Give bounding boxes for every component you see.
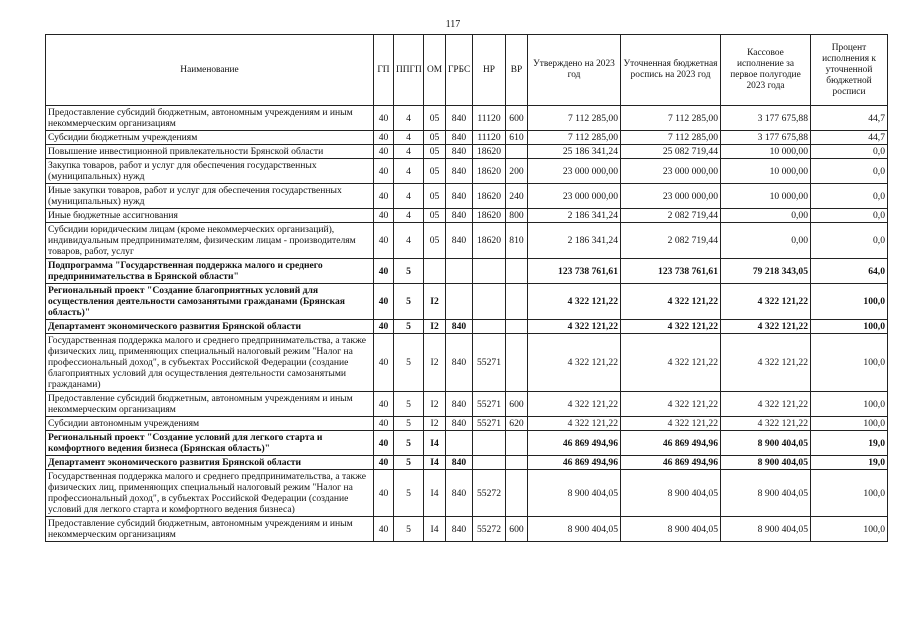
cell-ppgp: 5 <box>394 470 424 517</box>
cell-gp: 40 <box>374 259 394 284</box>
cell-cash: 10 000,00 <box>721 159 811 184</box>
header-nr: НР <box>473 35 506 106</box>
cell-vr <box>506 334 528 392</box>
header-refined: Уточненная бюджетная роспись на 2023 год <box>621 35 721 106</box>
cell-approved: 46 869 494,96 <box>528 456 621 470</box>
cell-percent: 19,0 <box>811 456 888 470</box>
cell-nr: 18620 <box>473 223 506 259</box>
cell-om: 05 <box>424 209 446 223</box>
cell-approved: 7 112 285,00 <box>528 131 621 145</box>
cell-refined: 8 900 404,05 <box>621 517 721 542</box>
cell-refined: 7 112 285,00 <box>621 131 721 145</box>
cell-grbs: 840 <box>446 417 473 431</box>
cell-cash: 3 177 675,88 <box>721 106 811 131</box>
cell-gp: 40 <box>374 456 394 470</box>
cell-name: Региональный проект "Создание благоприятных условий для осуществления деятельности самозанятыми гражданами (Брянская область)" <box>46 284 374 320</box>
cell-ppgp: 5 <box>394 284 424 320</box>
cell-nr: 18620 <box>473 184 506 209</box>
cell-percent: 64,0 <box>811 259 888 284</box>
cell-cash: 3 177 675,88 <box>721 131 811 145</box>
header-ppgp: ППГП <box>394 35 424 106</box>
cell-vr: 200 <box>506 159 528 184</box>
table-row <box>46 223 888 259</box>
cell-gp: 40 <box>374 431 394 456</box>
cell-grbs <box>446 431 473 456</box>
cell-om: I4 <box>424 431 446 456</box>
cell-cash: 10 000,00 <box>721 145 811 159</box>
table-row <box>46 184 888 209</box>
header-approved: Утверждено на 2023 год <box>528 35 621 106</box>
cell-name: Субсидии бюджетным учреждениям <box>46 131 374 145</box>
cell-om: I2 <box>424 417 446 431</box>
cell-ppgp: 4 <box>394 131 424 145</box>
cell-approved: 46 869 494,96 <box>528 431 621 456</box>
page-number: 117 <box>445 19 461 30</box>
cell-refined: 4 322 121,22 <box>621 334 721 392</box>
cell-nr: 55272 <box>473 517 506 542</box>
cell-cash: 0,00 <box>721 209 811 223</box>
cell-vr <box>506 456 528 470</box>
table-row <box>46 145 888 159</box>
cell-approved: 4 322 121,22 <box>528 392 621 417</box>
cell-nr: 55271 <box>473 417 506 431</box>
cell-om: I2 <box>424 320 446 334</box>
cell-name: Предоставление субсидий бюджетным, автономным учреждениям и иным некоммерческим организациям <box>46 106 374 131</box>
cell-refined: 2 082 719,44 <box>621 209 721 223</box>
cell-refined: 8 900 404,05 <box>621 470 721 517</box>
cell-gp: 40 <box>374 145 394 159</box>
cell-ppgp: 5 <box>394 334 424 392</box>
cell-om: I4 <box>424 456 446 470</box>
cell-vr: 610 <box>506 131 528 145</box>
cell-approved: 4 322 121,22 <box>528 417 621 431</box>
cell-gp: 40 <box>374 284 394 320</box>
cell-vr: 600 <box>506 392 528 417</box>
cell-refined: 23 000 000,00 <box>621 184 721 209</box>
cell-cash: 0,00 <box>721 223 811 259</box>
cell-nr <box>473 259 506 284</box>
cell-approved: 8 900 404,05 <box>528 517 621 542</box>
cell-approved: 7 112 285,00 <box>528 106 621 131</box>
budget-table <box>45 34 888 542</box>
cell-om: 05 <box>424 184 446 209</box>
cell-nr: 55271 <box>473 392 506 417</box>
cell-cash: 4 322 121,22 <box>721 417 811 431</box>
table-row <box>46 320 888 334</box>
cell-gp: 40 <box>374 392 394 417</box>
cell-name: Государственная поддержка малого и среднего предпринимательства, а также физических лиц, применяющих специальный налоговый режим "Налог на профессиональный доход", в субъектах Российской Федерации (создание благоприятных условий для осуществления деятельности самозанятыми гражданами) <box>46 334 374 392</box>
cell-percent: 100,0 <box>811 284 888 320</box>
table-row <box>46 106 888 131</box>
cell-grbs: 840 <box>446 392 473 417</box>
cell-ppgp: 4 <box>394 145 424 159</box>
cell-name: Иные закупки товаров, работ и услуг для обеспечения государственных (муниципальных) нужд <box>46 184 374 209</box>
cell-percent: 100,0 <box>811 470 888 517</box>
table-row <box>46 284 888 320</box>
cell-vr: 600 <box>506 517 528 542</box>
table-row <box>46 392 888 417</box>
cell-grbs: 840 <box>446 334 473 392</box>
cell-ppgp: 5 <box>394 392 424 417</box>
cell-approved: 23 000 000,00 <box>528 184 621 209</box>
cell-nr: 11120 <box>473 106 506 131</box>
cell-approved: 23 000 000,00 <box>528 159 621 184</box>
cell-percent: 19,0 <box>811 431 888 456</box>
cell-name: Закупка товаров, работ и услуг для обеспечения государственных (муниципальных) нужд <box>46 159 374 184</box>
cell-om: I4 <box>424 470 446 517</box>
cell-name: Подпрограмма "Государственная поддержка малого и среднего предпринимательства в Брянской области" <box>46 259 374 284</box>
table-row <box>46 259 888 284</box>
cell-percent: 0,0 <box>811 184 888 209</box>
cell-ppgp: 5 <box>394 456 424 470</box>
cell-grbs <box>446 284 473 320</box>
cell-cash: 4 322 121,22 <box>721 392 811 417</box>
cell-nr: 55271 <box>473 334 506 392</box>
cell-percent: 100,0 <box>811 392 888 417</box>
table-row <box>46 209 888 223</box>
cell-nr <box>473 431 506 456</box>
cell-percent: 100,0 <box>811 334 888 392</box>
cell-ppgp: 5 <box>394 259 424 284</box>
cell-name: Повышение инвестиционной привлекательности Брянской области <box>46 145 374 159</box>
cell-grbs <box>446 259 473 284</box>
cell-grbs: 840 <box>446 456 473 470</box>
cell-grbs: 840 <box>446 223 473 259</box>
table-row <box>46 417 888 431</box>
cell-percent: 44,7 <box>811 106 888 131</box>
cell-percent: 0,0 <box>811 145 888 159</box>
cell-refined: 46 869 494,96 <box>621 456 721 470</box>
cell-ppgp: 5 <box>394 431 424 456</box>
cell-vr: 240 <box>506 184 528 209</box>
cell-refined: 4 322 121,22 <box>621 284 721 320</box>
header-grbs: ГРБС <box>446 35 473 106</box>
cell-vr: 810 <box>506 223 528 259</box>
cell-nr: 18620 <box>473 209 506 223</box>
cell-approved: 4 322 121,22 <box>528 320 621 334</box>
cell-vr: 600 <box>506 106 528 131</box>
cell-vr <box>506 431 528 456</box>
cell-grbs: 840 <box>446 320 473 334</box>
cell-om: I2 <box>424 334 446 392</box>
cell-gp: 40 <box>374 470 394 517</box>
cell-grbs: 840 <box>446 145 473 159</box>
cell-om: 05 <box>424 106 446 131</box>
cell-gp: 40 <box>374 417 394 431</box>
cell-grbs: 840 <box>446 184 473 209</box>
cell-approved: 4 322 121,22 <box>528 284 621 320</box>
cell-vr <box>506 284 528 320</box>
table-row <box>46 131 888 145</box>
header-name: Наименование <box>46 35 374 106</box>
cell-vr <box>506 259 528 284</box>
cell-ppgp: 5 <box>394 417 424 431</box>
cell-ppgp: 5 <box>394 320 424 334</box>
cell-om: 05 <box>424 159 446 184</box>
cell-name: Государственная поддержка малого и среднего предпринимательства, а также физических лиц, применяющих специальный налоговый режим "Налог на профессиональный доход", в субъектах Российской Федерации (создание условий для легкого старта и комфортного ведения бизнеса) <box>46 470 374 517</box>
cell-refined: 2 082 719,44 <box>621 223 721 259</box>
cell-approved: 25 186 341,24 <box>528 145 621 159</box>
table-row <box>46 470 888 517</box>
header-om: ОМ <box>424 35 446 106</box>
cell-gp: 40 <box>374 320 394 334</box>
cell-name: Субсидии автономным учреждениям <box>46 417 374 431</box>
cell-vr <box>506 470 528 517</box>
cell-om: I4 <box>424 517 446 542</box>
cell-refined: 123 738 761,61 <box>621 259 721 284</box>
cell-refined: 25 082 719,44 <box>621 145 721 159</box>
cell-refined: 4 322 121,22 <box>621 392 721 417</box>
cell-vr: 620 <box>506 417 528 431</box>
cell-percent: 100,0 <box>811 517 888 542</box>
cell-grbs: 840 <box>446 106 473 131</box>
cell-vr <box>506 145 528 159</box>
cell-refined: 23 000 000,00 <box>621 159 721 184</box>
cell-gp: 40 <box>374 184 394 209</box>
cell-approved: 2 186 341,24 <box>528 209 621 223</box>
cell-vr: 800 <box>506 209 528 223</box>
cell-cash: 4 322 121,22 <box>721 334 811 392</box>
cell-vr <box>506 320 528 334</box>
cell-cash: 8 900 404,05 <box>721 456 811 470</box>
cell-grbs: 840 <box>446 159 473 184</box>
cell-om: I2 <box>424 392 446 417</box>
cell-name: Предоставление субсидий бюджетным, автономным учреждениям и иным некоммерческим организациям <box>46 392 374 417</box>
cell-nr <box>473 284 506 320</box>
cell-ppgp: 4 <box>394 184 424 209</box>
cell-nr: 55272 <box>473 470 506 517</box>
cell-percent: 44,7 <box>811 131 888 145</box>
cell-om: 05 <box>424 131 446 145</box>
cell-gp: 40 <box>374 106 394 131</box>
cell-om: 05 <box>424 223 446 259</box>
cell-gp: 40 <box>374 517 394 542</box>
cell-approved: 4 322 121,22 <box>528 334 621 392</box>
header-row <box>46 35 888 106</box>
cell-name: Предоставление субсидий бюджетным, автономным учреждениям и иным некоммерческим организациям <box>46 517 374 542</box>
cell-grbs: 840 <box>446 131 473 145</box>
cell-name: Департамент экономического развития Брянской области <box>46 320 374 334</box>
cell-refined: 4 322 121,22 <box>621 417 721 431</box>
cell-ppgp: 4 <box>394 106 424 131</box>
table-row <box>46 517 888 542</box>
cell-gp: 40 <box>374 334 394 392</box>
cell-ppgp: 5 <box>394 517 424 542</box>
cell-om: 05 <box>424 145 446 159</box>
table-row <box>46 456 888 470</box>
cell-refined: 7 112 285,00 <box>621 106 721 131</box>
cell-name: Субсидии юридическим лицам (кроме некоммерческих организаций), индивидуальным предпринимателям, физическим лицам - производителям товаров, работ, услуг <box>46 223 374 259</box>
cell-ppgp: 4 <box>394 223 424 259</box>
cell-grbs: 840 <box>446 209 473 223</box>
cell-cash: 8 900 404,05 <box>721 470 811 517</box>
cell-nr: 11120 <box>473 131 506 145</box>
cell-percent: 0,0 <box>811 223 888 259</box>
cell-om: I2 <box>424 284 446 320</box>
cell-cash: 8 900 404,05 <box>721 431 811 456</box>
cell-gp: 40 <box>374 159 394 184</box>
cell-refined: 46 869 494,96 <box>621 431 721 456</box>
cell-ppgp: 4 <box>394 159 424 184</box>
cell-cash: 10 000,00 <box>721 184 811 209</box>
cell-nr <box>473 456 506 470</box>
header-vr: ВР <box>506 35 528 106</box>
cell-percent: 100,0 <box>811 417 888 431</box>
cell-percent: 0,0 <box>811 209 888 223</box>
cell-approved: 2 186 341,24 <box>528 223 621 259</box>
cell-grbs: 840 <box>446 470 473 517</box>
header-gp: ГП <box>374 35 394 106</box>
cell-nr <box>473 320 506 334</box>
header-percent: Процент исполнения к уточненной бюджетной росписи <box>811 35 888 106</box>
cell-percent: 0,0 <box>811 159 888 184</box>
cell-cash: 4 322 121,22 <box>721 284 811 320</box>
table-row <box>46 159 888 184</box>
cell-gp: 40 <box>374 209 394 223</box>
cell-name: Департамент экономического развития Брянской области <box>46 456 374 470</box>
cell-gp: 40 <box>374 131 394 145</box>
cell-cash: 79 218 343,05 <box>721 259 811 284</box>
cell-refined: 4 322 121,22 <box>621 320 721 334</box>
cell-approved: 8 900 404,05 <box>528 470 621 517</box>
cell-name: Иные бюджетные ассигнования <box>46 209 374 223</box>
cell-cash: 8 900 404,05 <box>721 517 811 542</box>
table-row <box>46 431 888 456</box>
cell-name: Региональный проект "Создание условий для легкого старта и комфортного ведения бизнеса (Брянская область)" <box>46 431 374 456</box>
cell-approved: 123 738 761,61 <box>528 259 621 284</box>
table-row <box>46 334 888 392</box>
cell-om <box>424 259 446 284</box>
cell-cash: 4 322 121,22 <box>721 320 811 334</box>
cell-gp: 40 <box>374 223 394 259</box>
cell-grbs: 840 <box>446 517 473 542</box>
cell-nr: 18620 <box>473 159 506 184</box>
header-cash: Кассовое исполнение за первое полугодие 2023 года <box>721 35 811 106</box>
cell-ppgp: 4 <box>394 209 424 223</box>
cell-percent: 100,0 <box>811 320 888 334</box>
cell-nr: 18620 <box>473 145 506 159</box>
